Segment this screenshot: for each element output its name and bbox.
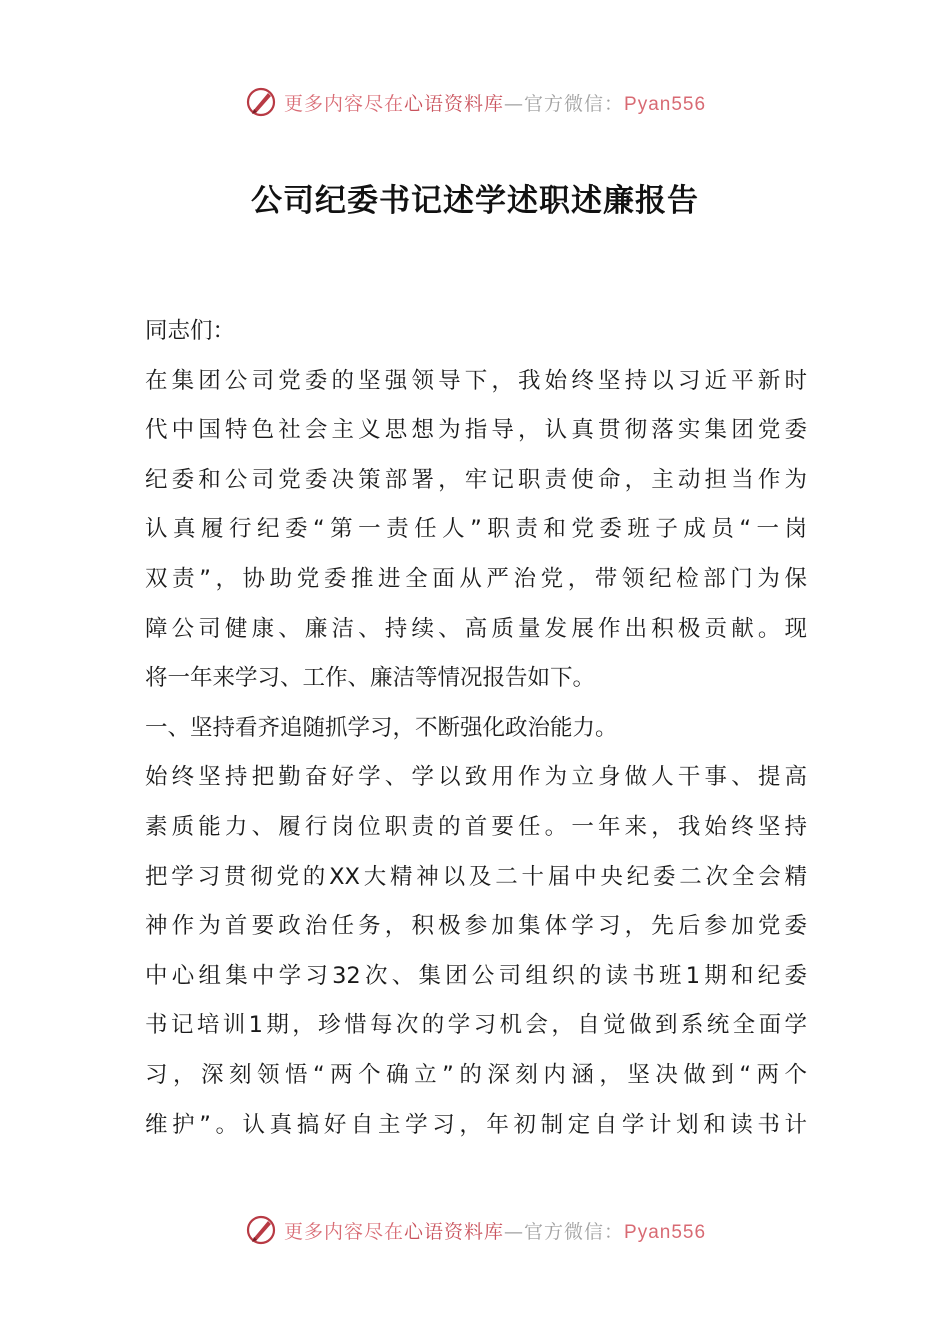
body-line: 在集团公司党委的坚强领导下，我始终坚持以习近平新时: [145, 367, 807, 394]
banner-prefix: 更多内容尽在: [283, 92, 404, 115]
body-line: 将一年来学习、工作、廉洁等情况报告如下。: [145, 665, 596, 692]
body-line: 习，深刻领悟“两个确立”的深刻内涵，坚决做到“两个: [145, 1061, 807, 1088]
banner-separator: —: [504, 1220, 524, 1243]
banner-wechat-id: Pyan556: [624, 93, 707, 115]
pen-logo-icon: [244, 1213, 278, 1247]
banner-text: [284, 89, 706, 116]
banner-wechat-id: Pyan556: [624, 1221, 707, 1243]
banner-prefix: 更多内容尽在: [283, 1220, 404, 1243]
body-line: 认真履行纪委“第一责任人”职责和党委班子成员“一岗: [145, 516, 807, 543]
body-line: 代中国特色社会主义思想为指导，认真贯彻落实集团党委: [145, 417, 807, 444]
body-line: 素质能力、履行岗位职责的首要任。一年来，我始终坚持: [145, 813, 807, 840]
body-line: 书记培训1期，珍惜每次的学习机会，自觉做到系统全面学: [145, 1012, 807, 1039]
section-heading: 一、坚持看齐追随抓学习，不断强化政治能力。: [145, 714, 618, 741]
body-line: 纪委和公司党委决策部署，牢记职责使命，主动担当作为: [145, 466, 807, 493]
header-watermark-banner: [0, 82, 950, 122]
body-line: 中心组集中学习32次、集团公司组织的读书班1期和纪委: [145, 962, 807, 989]
body-line: 维护”。认真搞好自主学习，年初制定自学计划和读书计: [145, 1111, 807, 1138]
pen-logo-icon: [244, 85, 278, 119]
banner-brand: 心语资料库: [403, 92, 504, 115]
body-line: 障公司健康、廉洁、持续、高质量发展作出积极贡献。现: [145, 615, 807, 642]
banner-brand: 心语资料库: [403, 1220, 504, 1243]
document-title: 公司纪委书记述学述职述廉报告: [251, 183, 699, 219]
body-line: 始终坚持把勤奋好学、学以致用作为立身做人干事、提高: [145, 764, 807, 791]
document-body: [145, 307, 807, 1150]
body-line: 双责”，协助党委推进全面从严治党，带领纪检部门为保: [145, 565, 807, 592]
body-line: 同志们：: [145, 318, 236, 344]
banner-separator: —: [504, 92, 524, 115]
body-line: 神作为首要政治任务，积极参加集体学习，先后参加党委: [145, 913, 807, 940]
footer-watermark-banner: [0, 1210, 950, 1250]
banner-text: [284, 1217, 706, 1244]
banner-wechat-label: 官方微信：: [524, 1220, 625, 1243]
body-line: 把学习贯彻党的XX大精神以及二十届中央纪委二次全会精: [145, 863, 807, 890]
banner-wechat-label: 官方微信：: [524, 92, 625, 115]
